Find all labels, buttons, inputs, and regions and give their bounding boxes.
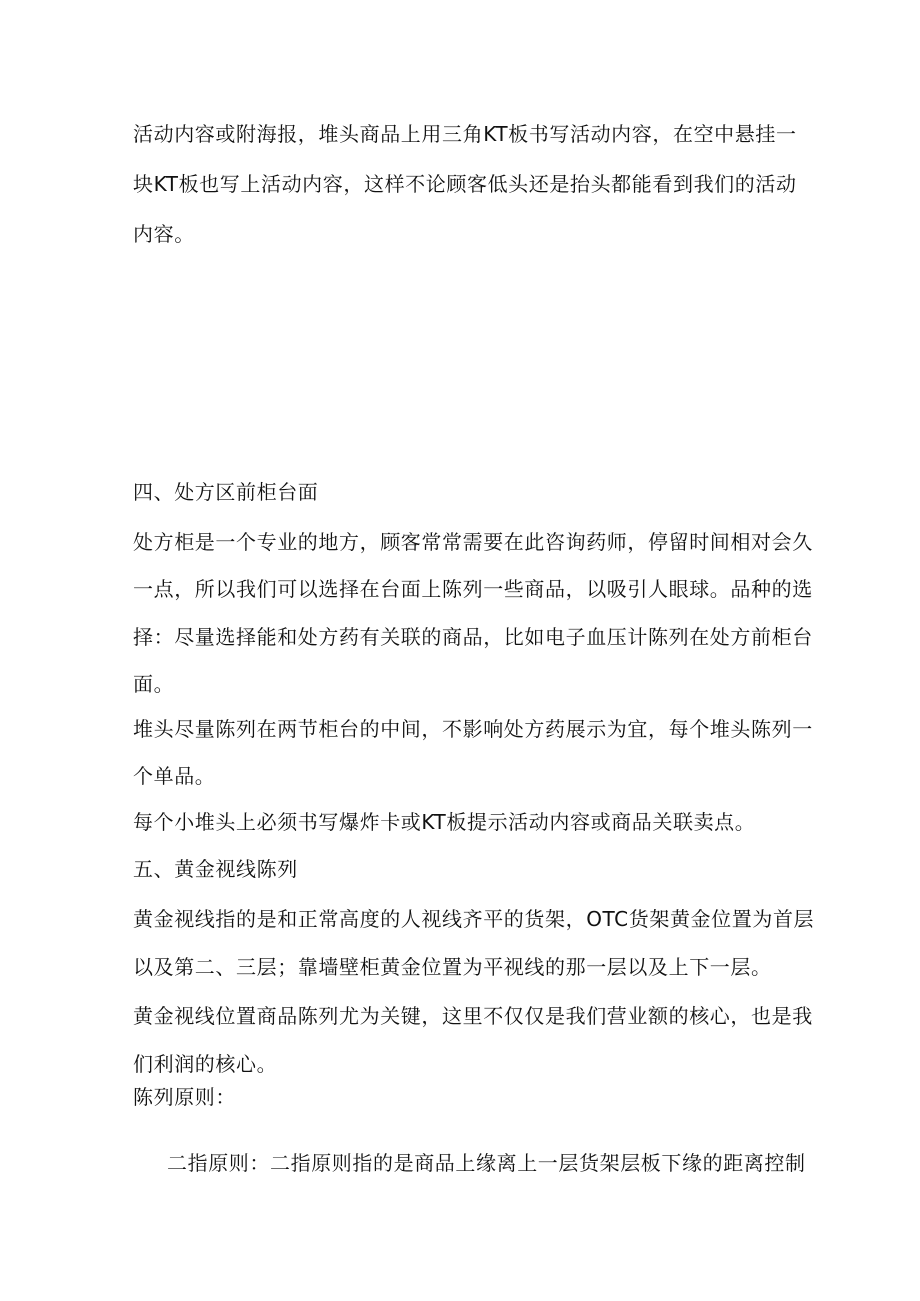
paragraph-line: 一点，所以我们可以选择在台面上陈列一些商品，以吸引人眼球。品种的选	[133, 577, 813, 601]
paragraph-line: 择：尽量选择能和处方药有关联的商品，比如电子血压计陈列在处方前柜台	[133, 625, 813, 649]
paragraph-line: 堆头尽量陈列在两节柜台的中间，不影响处方药展示为宜，每个堆头陈列一	[133, 717, 813, 741]
paragraph-line: 处方柜是一个专业的地方，顾客常常需要在此咨询药师，停留时间相对会久	[133, 530, 813, 554]
section-heading-5: 五、黄金视线陈列	[133, 857, 298, 881]
paragraph-line: 二指原则：二指原则指的是商品上缘离上一层货架层板下缘的距离控制	[167, 1151, 806, 1175]
paragraph-line: 块KT板也写上活动内容，这样不论顾客低头还是抬头都能看到我们的活动	[133, 172, 797, 196]
paragraph-line: 们利润的核心。	[133, 1052, 278, 1076]
principles-label: 陈列原则：	[133, 1085, 236, 1109]
paragraph-line: 面。	[133, 672, 175, 696]
paragraph-line: 黄金视线指的是和正常高度的人视线齐平的货架，OTC货架黄金位置为首层	[133, 907, 815, 931]
paragraph-line: 每个小堆头上必须书写爆炸卡或KT板提示活动内容或商品关联卖点。	[133, 810, 756, 834]
paragraph-line: 活动内容或附海报，堆头商品上用三角KT板书写活动内容，在空中悬挂一	[133, 122, 797, 146]
paragraph-line: 以及第二、三层；靠墙壁柜黄金位置为平视线的那一层以及上下一层。	[133, 955, 772, 979]
section-heading-4: 四、处方区前柜台面	[133, 480, 319, 504]
paragraph-line: 个单品。	[133, 764, 216, 788]
paragraph-line: 内容。	[133, 222, 195, 246]
paragraph-line: 黄金视线位置商品陈列尤为关键，这里不仅仅是我们营业额的核心，也是我	[133, 1004, 813, 1028]
